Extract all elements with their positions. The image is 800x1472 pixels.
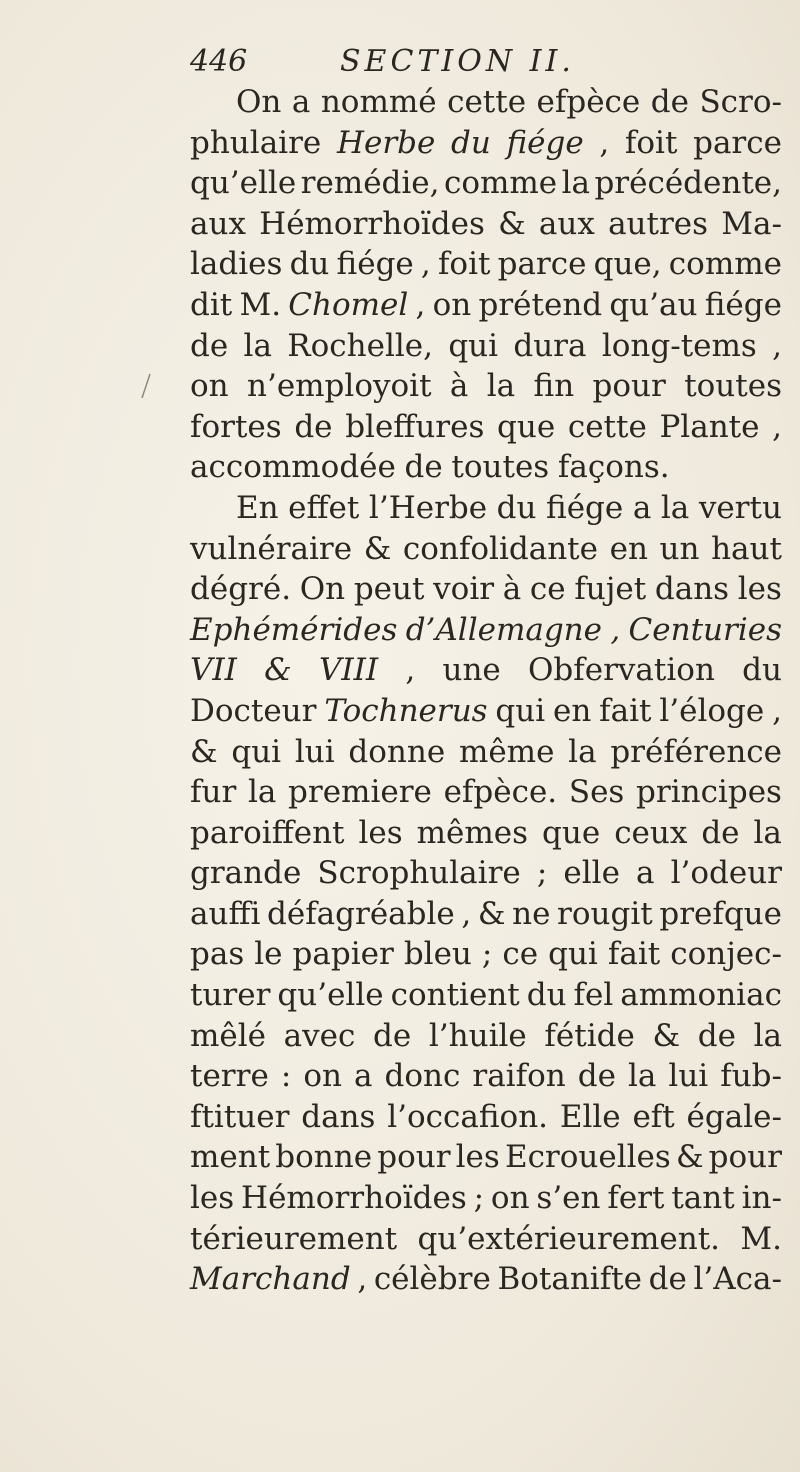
word: ce: [529, 571, 566, 608]
text-line: [190, 610, 782, 651]
word: &: [190, 733, 218, 770]
word: pour: [708, 1139, 782, 1176]
word: le: [254, 936, 283, 973]
word: Botanifte: [497, 1261, 642, 1298]
italic-word: Herbe: [336, 124, 436, 161]
word: M.: [740, 1220, 782, 1257]
word: la: [660, 489, 690, 526]
word: l’odeur: [670, 855, 782, 892]
word: les: [455, 1139, 500, 1176]
word: bleffures: [345, 408, 485, 445]
text-line: [190, 285, 782, 326]
word: Hémorrhoïdes: [241, 1180, 467, 1217]
word: autres: [608, 205, 709, 242]
word: ammoniac: [620, 977, 782, 1014]
word: Ses: [568, 774, 625, 811]
text-line: [190, 123, 782, 164]
word: de: [701, 814, 740, 851]
word: de: [650, 84, 689, 120]
word: en: [609, 530, 648, 567]
word: On: [236, 84, 282, 120]
word: dura: [513, 327, 587, 364]
word: Scro-: [699, 84, 782, 120]
word: défagréable: [267, 895, 455, 932]
word: de: [577, 1058, 616, 1095]
word: mêlé: [190, 1017, 267, 1054]
word: qui: [231, 733, 282, 770]
word: du: [289, 246, 330, 283]
word: dans: [654, 571, 730, 608]
word: paroiffent: [190, 814, 345, 851]
word: toutes: [684, 368, 782, 405]
word: raifon: [472, 1058, 566, 1095]
text-line: [190, 853, 782, 894]
word: peut: [353, 571, 425, 608]
text-line: [190, 975, 782, 1016]
italic-word: du: [451, 124, 491, 161]
word: du: [742, 652, 782, 689]
word: accommodée: [190, 449, 396, 486]
word: foit: [624, 124, 678, 161]
word: l’Herbe: [368, 489, 488, 526]
word: fert: [607, 1180, 665, 1217]
word: En: [236, 489, 279, 526]
margin-stroke-mark: [140, 372, 152, 400]
word: auffi: [190, 895, 261, 932]
italic-word: Tochnerus: [324, 692, 488, 729]
word: efpèce.: [443, 774, 558, 811]
word: une: [442, 652, 501, 689]
word: célèbre: [373, 1261, 491, 1298]
word: comme: [668, 246, 782, 283]
word: l’éloge: [659, 692, 765, 729]
text-line: [190, 326, 782, 367]
word: fait: [607, 936, 661, 973]
word: de: [190, 327, 229, 364]
word: égale-: [686, 1098, 782, 1135]
word: la: [568, 733, 597, 770]
word: la: [243, 327, 272, 364]
word: fur: [190, 774, 237, 811]
word: qu’extérieurement.: [417, 1220, 721, 1257]
word: prétend: [478, 286, 603, 323]
word: fétide: [544, 1017, 635, 1054]
word: confolidante: [402, 530, 598, 567]
word: avec: [283, 1017, 356, 1054]
text-line: [190, 813, 782, 854]
word: grande: [190, 855, 302, 892]
word: tant: [671, 1180, 735, 1217]
word: a: [632, 489, 652, 526]
word: ;: [536, 855, 548, 892]
word: parce: [497, 246, 587, 283]
italic-word: fiége: [506, 124, 584, 161]
text-line: [190, 650, 782, 691]
word: fortes: [190, 408, 282, 445]
word: pour: [377, 1139, 451, 1176]
word: de: [404, 449, 443, 486]
word: long-tems: [601, 327, 757, 364]
word: du: [526, 977, 567, 1014]
running-head: SECTION II.: [340, 44, 575, 79]
word: qui: [548, 936, 598, 973]
word: la: [561, 165, 590, 202]
word: principes: [636, 774, 782, 811]
word: lui: [668, 1058, 709, 1095]
word: rougit: [557, 895, 653, 932]
word: fiége: [546, 489, 624, 526]
italic-word: &: [264, 652, 292, 689]
word: &: [477, 895, 506, 932]
word: terre: [190, 1058, 269, 1095]
word: que: [497, 408, 556, 445]
word: ment: [190, 1139, 271, 1176]
word: ;: [473, 1180, 485, 1217]
word: a: [353, 1058, 373, 1095]
text-line: [190, 1219, 782, 1260]
word: la: [247, 774, 277, 811]
text-line: [190, 1137, 782, 1178]
text-line: [190, 894, 782, 935]
word: contient: [390, 977, 520, 1014]
word: l’occafion.: [387, 1098, 549, 1135]
word: façons.: [557, 449, 670, 486]
word: in-: [741, 1180, 782, 1217]
text-line: [190, 1016, 782, 1057]
word: du: [496, 489, 537, 526]
text-line: [190, 691, 782, 732]
word: à: [449, 368, 469, 405]
word: prefque: [659, 895, 782, 932]
word: qu’au: [609, 286, 698, 323]
word: ,: [415, 286, 426, 323]
word: lui: [294, 733, 335, 770]
word: Ma-: [721, 205, 782, 242]
page-number: 446: [190, 44, 248, 79]
text-line: [190, 447, 782, 488]
word: fait: [599, 692, 652, 729]
word: même: [458, 733, 555, 770]
word: &: [498, 205, 526, 242]
word: un: [659, 530, 700, 567]
word: premiere: [288, 774, 432, 811]
body-text: [190, 82, 782, 1300]
word: pas: [190, 936, 245, 973]
word: mêmes: [416, 814, 529, 851]
word: effet: [288, 489, 360, 526]
word: de: [294, 408, 333, 445]
word: voir: [433, 571, 495, 608]
word: foit: [437, 246, 491, 283]
word: on: [490, 1180, 530, 1217]
word: ne: [512, 895, 551, 932]
word: on: [432, 286, 472, 323]
word: parce: [693, 124, 782, 161]
word: nommé: [320, 84, 437, 120]
word: s’en: [536, 1180, 601, 1217]
text-line: [190, 1178, 782, 1219]
word: Obfervation: [528, 652, 715, 689]
word: pour: [592, 368, 666, 405]
word: &: [652, 1017, 681, 1054]
word: cette: [447, 84, 527, 120]
paragraph: [190, 488, 782, 1300]
word: cette: [567, 408, 647, 445]
word: a: [636, 855, 655, 892]
text-line: [190, 934, 782, 975]
word: comme: [443, 165, 558, 202]
word: on: [303, 1058, 342, 1095]
word: de: [648, 1261, 687, 1298]
word: ceux: [614, 814, 688, 851]
word: a: [291, 84, 311, 120]
word: la: [627, 1058, 657, 1095]
word: les: [190, 1180, 235, 1217]
word: qui: [495, 692, 546, 729]
word: en: [553, 692, 592, 729]
word: ftituer: [190, 1098, 290, 1135]
word: ;: [481, 936, 493, 973]
word: efpèce: [536, 84, 641, 120]
word: l’Aca-: [693, 1261, 782, 1298]
word: &: [363, 530, 392, 567]
word: donne: [348, 733, 446, 770]
word: ,: [357, 1261, 368, 1298]
word: phulaire: [190, 124, 322, 161]
text-line: [190, 732, 782, 773]
word: la: [486, 368, 516, 405]
word: vulnéraire: [190, 530, 353, 567]
word: Docteur: [190, 692, 317, 729]
text-line: [190, 366, 782, 407]
word: M.: [239, 286, 282, 323]
italic-word: d’Allemagne: [405, 611, 602, 648]
italic-word: VIII: [319, 652, 379, 689]
word: &: [675, 1139, 704, 1176]
word: aux: [190, 205, 246, 242]
text-line: [190, 772, 782, 813]
word: :: [280, 1058, 292, 1095]
word: préférence: [610, 733, 782, 770]
word: ,: [599, 124, 610, 161]
word: Plante: [659, 408, 760, 445]
word: eft: [632, 1098, 675, 1135]
word: dégré.: [190, 571, 292, 608]
word: Ecrouelles: [504, 1139, 671, 1176]
text-line: [190, 569, 782, 610]
word: bleu: [403, 936, 472, 973]
word: conjec-: [670, 936, 782, 973]
word: fub-: [720, 1058, 782, 1095]
text-line: [190, 1259, 782, 1300]
word: que,: [593, 246, 662, 283]
word: à: [502, 571, 522, 608]
text-line: [190, 407, 782, 448]
word: haut: [711, 530, 782, 567]
word: ce: [502, 936, 539, 973]
word: les: [737, 571, 782, 608]
word: ladies: [190, 246, 283, 283]
word: Rochelle,: [287, 327, 433, 364]
word: Scrophulaire: [317, 855, 521, 892]
text-line: [190, 244, 782, 285]
word: qu’elle: [277, 977, 384, 1014]
text-line: [190, 529, 782, 570]
word: ,: [772, 408, 782, 445]
text-line: [190, 1056, 782, 1097]
word: Hémorrhoïdes: [259, 205, 485, 242]
italic-word: Chomel: [288, 286, 409, 323]
word: toutes: [451, 449, 550, 486]
text-line: [190, 82, 782, 123]
word: de: [697, 1017, 736, 1054]
word: de: [373, 1017, 412, 1054]
word: l’huile: [428, 1017, 527, 1054]
text-line: [190, 1097, 782, 1138]
text-line: [190, 204, 782, 245]
paragraph: [190, 82, 782, 488]
word: turer: [190, 977, 271, 1014]
word: ,: [461, 895, 472, 932]
word: la: [753, 1017, 782, 1054]
word: fin: [533, 368, 575, 405]
word: aux: [538, 205, 595, 242]
word: fiége: [704, 286, 782, 323]
word: papier: [292, 936, 394, 973]
word: bonne: [275, 1139, 373, 1176]
word: elle: [563, 855, 620, 892]
italic-word: Centuries: [628, 611, 782, 648]
text-line: [190, 163, 782, 204]
italic-word: ,: [610, 611, 621, 648]
word: ,: [772, 327, 782, 364]
text-line: [190, 488, 782, 529]
word: n’employoit: [247, 368, 432, 405]
word: que: [542, 814, 601, 851]
word: fujet: [574, 571, 647, 608]
word: térieurement: [190, 1220, 398, 1257]
word: remédie,: [300, 165, 440, 202]
word: dit: [190, 286, 233, 323]
word: précédente,: [594, 165, 782, 202]
word: dans: [301, 1098, 376, 1135]
word: qu’elle: [190, 165, 297, 202]
italic-word: Ephémérides: [190, 611, 398, 648]
word: ,: [405, 652, 416, 689]
word: qui: [448, 327, 499, 364]
word: vertu: [698, 489, 782, 526]
word: la: [753, 814, 782, 851]
word: les: [358, 814, 403, 851]
word: ,: [420, 246, 431, 283]
italic-word: Marchand: [190, 1261, 351, 1298]
word: donc: [384, 1058, 461, 1095]
italic-word: VII: [190, 652, 237, 689]
word: on: [190, 368, 229, 405]
word: ,: [772, 692, 782, 729]
word: fiége: [336, 246, 414, 283]
word: On: [299, 571, 346, 608]
word: fel: [573, 977, 614, 1014]
word: Elle: [559, 1098, 621, 1135]
